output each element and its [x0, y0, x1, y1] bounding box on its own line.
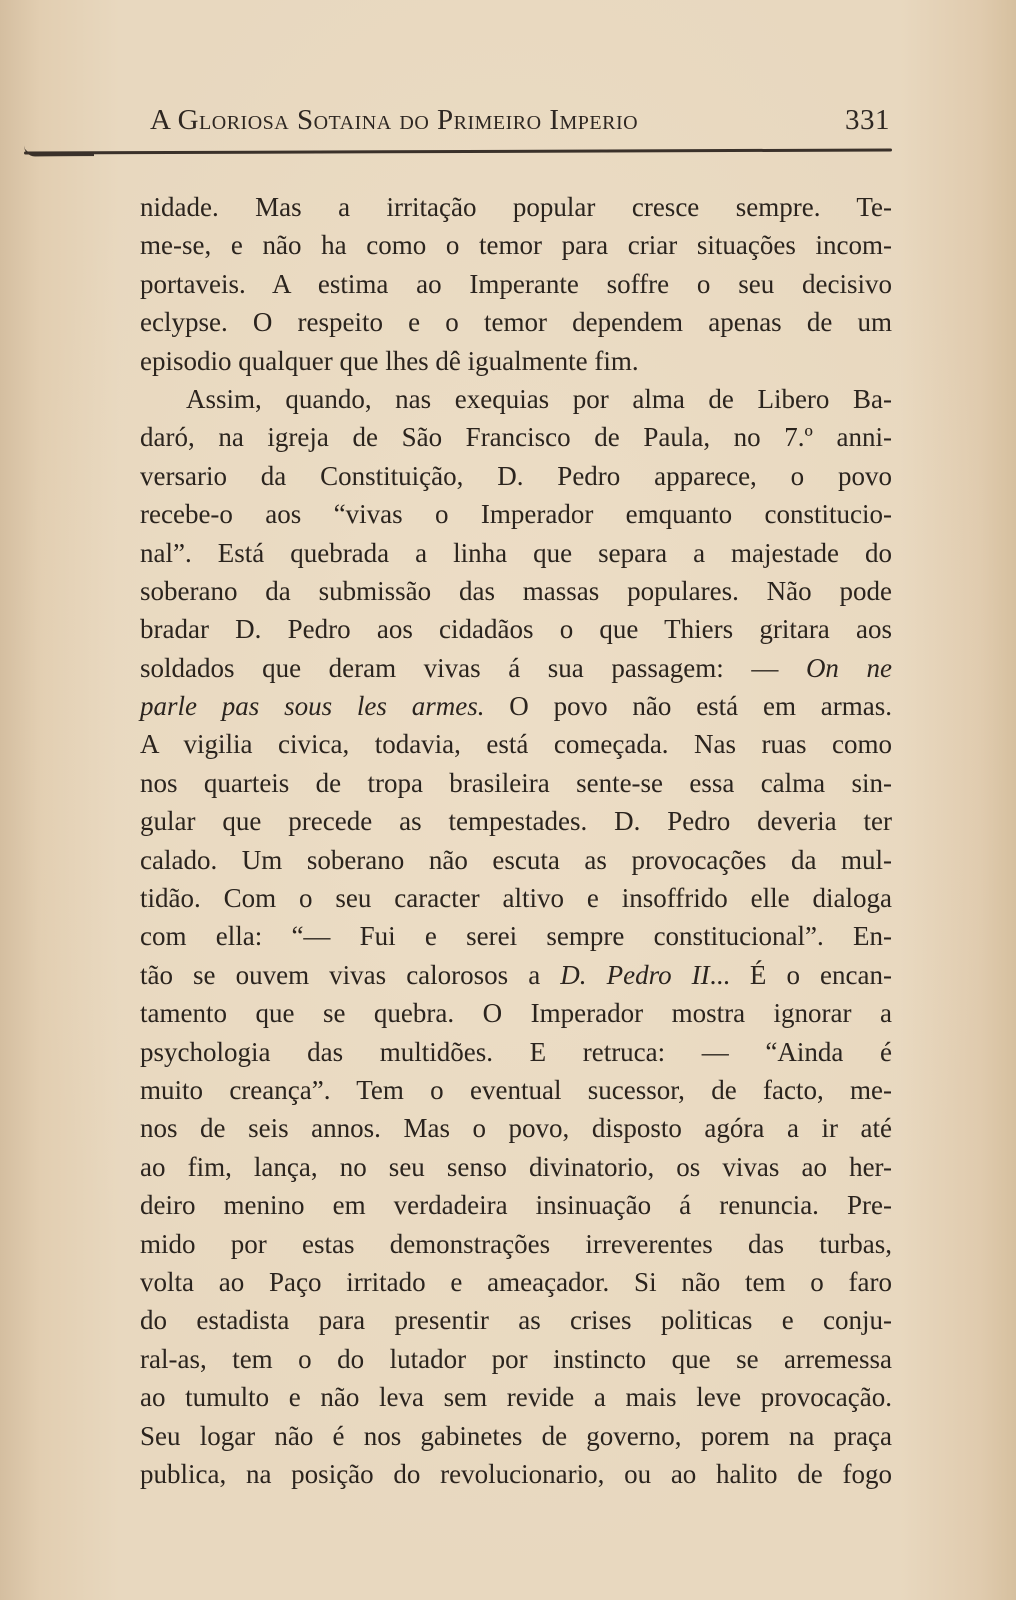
header-rule — [24, 148, 892, 154]
text-segment: soldados que deram vivas á sua passagem: — — [140, 652, 806, 683]
text-line: nidade. Mas a irritação popular cresce sempre. Te- — [140, 192, 892, 222]
text-line: volta ao Paço irritado e ameaçador. Si não tem o faro — [140, 1266, 892, 1297]
text-segment: ... É o encan- — [709, 959, 892, 990]
italic-name: D. Pedro II — [560, 959, 710, 990]
text-line — [140, 956, 892, 994]
text-line: portaveis. A estima ao Imperante soffre o seu decisivo — [140, 268, 892, 299]
text-line: psychologia das multidões. E retruca: — “Ainda é — [140, 1036, 892, 1067]
text-line: Seu logar não é nos gabinetes de governo, porem na praça — [140, 1420, 892, 1451]
text-line: gular que precede as tempestades. D. Pedro deveria ter — [140, 806, 892, 837]
text-line: recebe-o aos “vivas o Imperador emquanto constitucio- — [140, 499, 892, 530]
text-line — [140, 687, 892, 725]
text-line — [140, 649, 892, 687]
text-line: A vigilia civica, todavia, está começada. Nas ruas como — [140, 729, 892, 760]
text-line: ao fim, lança, no seu senso divinatorio, os vivas ao her- — [140, 1151, 892, 1182]
text-line: mido por estas demonstrações irreverentes das turbas, — [140, 1228, 892, 1259]
text-line: bradar D. Pedro aos cidadãos o que Thiers gritara aos — [140, 614, 892, 645]
text-line: deiro menino em verdadeira insinuação á renuncia. Pre- — [140, 1190, 892, 1221]
text-line: eclypse. O respeito e o temor dependem apenas de um — [140, 307, 892, 338]
text-segment: tão se ouvem vivas calorosos a — [140, 959, 561, 990]
text-line: do estadista para presentir as crises politicas e conju- — [140, 1305, 892, 1336]
text-line: tamento que se quebra. O Imperador mostra ignorar a — [140, 998, 892, 1029]
text-line: soberano da submissão das massas populares. Não pode — [140, 575, 892, 606]
text-line: nos de seis annos. Mas o povo, disposto agóra a ir até — [140, 1113, 892, 1144]
text-line: nos quarteis de tropa brasileira sente-se essa calma sin- — [140, 767, 892, 798]
running-head-title: A Gloriosa Sotaina do Primeiro Imperio — [150, 104, 639, 136]
page-number: 331 — [845, 104, 890, 136]
text-line: calado. Um soberano não escuta as provocações da mul- — [140, 844, 892, 875]
text-line: me-se, e não ha como o temor para criar situações incom- — [140, 230, 892, 261]
text-segment: O povo não está em armas. — [484, 691, 892, 722]
italic-quote: parle pas sous les armes. — [140, 691, 485, 722]
text-line: publica, na posição do revolucionario, ou ao halito de fogo — [140, 1458, 892, 1489]
text-line: daró, na igreja de São Francisco de Paula, no 7.º anni- — [140, 422, 892, 453]
running-head — [150, 104, 890, 137]
text-line: muito creança”. Tem o eventual sucessor, de facto, me- — [140, 1074, 892, 1105]
text-line: versario da Constituição, D. Pedro apparece, o povo — [140, 460, 892, 491]
text-line: episodio qualquer que lhes dê igualmente fim. — [140, 345, 639, 376]
paragraph-start-line: Assim, quando, nas exequias por alma de Libero Ba- — [186, 383, 892, 414]
text-line: ral-as, tem o do lutador por instincto que se arremessa — [140, 1343, 892, 1374]
italic-quote: On ne — [805, 652, 892, 683]
text-line: ao tumulto e não leva sem revide a mais leve provocação. — [140, 1382, 892, 1413]
body-text — [140, 188, 892, 1493]
text-line: tidão. Com o seu caracter altivo e insoffrido elle dialoga — [140, 883, 892, 914]
text-line: com ella: “— Fui e serei sempre constitucional”. En- — [140, 921, 892, 952]
text-line: nal”. Está quebrada a linha que separa a majestade do — [140, 537, 892, 568]
